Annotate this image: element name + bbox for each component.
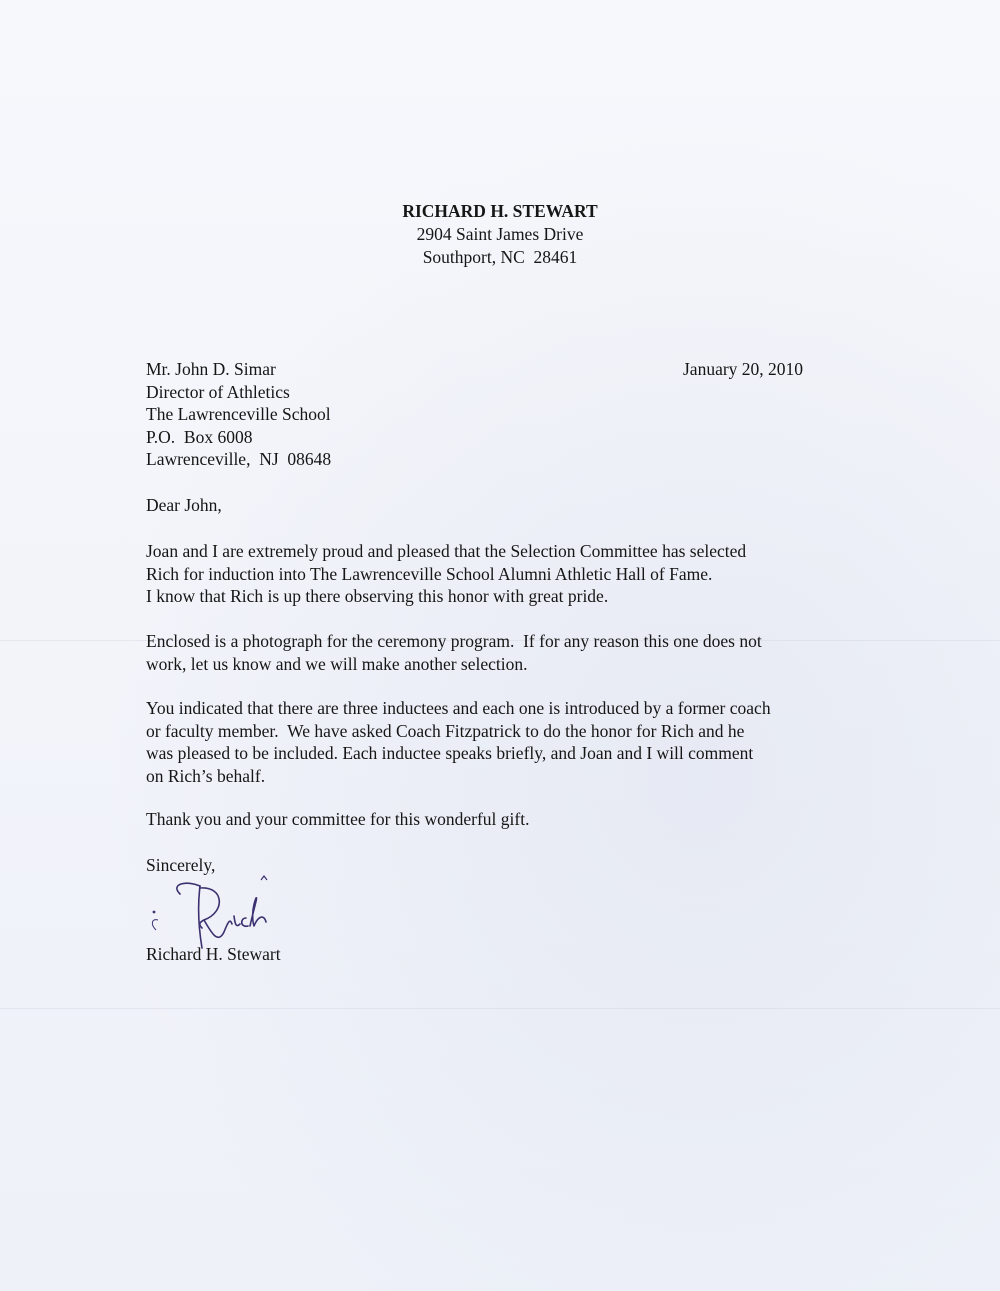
signer-name: Richard H. Stewart bbox=[146, 944, 281, 964]
body-paragraph bbox=[146, 808, 866, 831]
paragraph-line: on Rich’s behalf. bbox=[146, 765, 266, 786]
recipient-city: Lawrenceville, NJ 08648 bbox=[146, 449, 332, 469]
closing: Sincerely, bbox=[146, 855, 216, 875]
body-paragraph bbox=[146, 697, 866, 787]
letter-date: January 20, 2010 bbox=[683, 359, 804, 379]
salutation: Dear John, bbox=[146, 495, 222, 515]
paragraph-line: Enclosed is a photograph for the ceremony program. If for any reason this one does not bbox=[146, 631, 762, 651]
paragraph-line: You indicated that there are three inductees and each one is introduced by a former coach bbox=[146, 698, 771, 718]
paragraph-line: I know that Rich is up there observing this honor with great pride. bbox=[146, 586, 609, 606]
body-paragraph bbox=[146, 540, 866, 608]
letterhead-name: RICHARD H. STEWART bbox=[402, 201, 598, 221]
recipient-name: Mr. John D. Simar bbox=[146, 359, 276, 379]
paragraph-line: was pleased to be included. Each inductee speaks briefly, and Joan and I will comment bbox=[146, 743, 754, 763]
recipient-organization: The Lawrenceville School bbox=[146, 404, 331, 424]
paragraph-line: Rich for induction into The Lawrenceville School Alumni Athletic Hall of Fame. bbox=[146, 563, 713, 584]
paragraph-line: Thank you and your committee for this wonderful gift. bbox=[146, 809, 530, 829]
letterhead bbox=[0, 200, 1000, 269]
inside-address bbox=[146, 358, 331, 471]
paragraph-line: or faculty member. We have asked Coach Fitzpatrick to do the honor for Rich and he bbox=[146, 720, 745, 741]
recipient-title: Director of Athletics bbox=[146, 381, 290, 402]
recipient-po-box: P.O. Box 6008 bbox=[146, 426, 253, 447]
letterhead-street: 2904 Saint James Drive bbox=[416, 224, 584, 244]
letterhead-city: Southport, NC 28461 bbox=[422, 247, 578, 267]
paragraph-line: work, let us know and we will make another selection. bbox=[146, 653, 528, 674]
body-paragraph bbox=[146, 630, 866, 675]
scan-artifact-line bbox=[0, 1008, 1000, 1009]
paragraph-line: Joan and I are extremely proud and pleased that the Selection Committee has selected bbox=[146, 541, 747, 561]
handwritten-signature bbox=[140, 872, 280, 962]
